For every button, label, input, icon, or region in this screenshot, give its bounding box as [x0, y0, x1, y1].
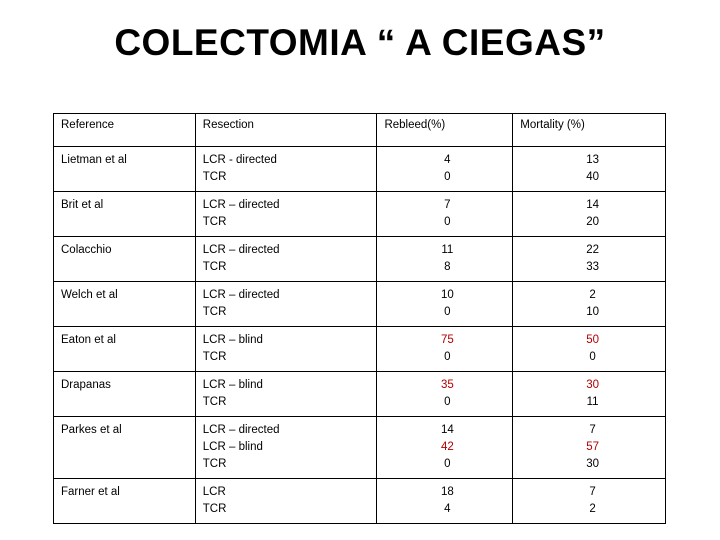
resection-value: LCR – directed	[202, 199, 280, 211]
mortality-value: 30	[586, 458, 600, 470]
rebleed-cell	[377, 282, 513, 327]
resection-cell	[195, 237, 377, 282]
rebleed-value-highlighted: 35	[440, 379, 454, 391]
mortality-value: 2	[589, 289, 596, 301]
mortality-cell	[513, 192, 666, 237]
resection-value: LCR	[202, 486, 226, 498]
mortality-cell	[513, 479, 666, 524]
reference-cell: Drapanas	[54, 372, 196, 417]
rebleed-cell	[377, 192, 513, 237]
reference-cell: Colacchio	[54, 237, 196, 282]
header-mortality: Mortality (%)	[513, 114, 666, 147]
mortality-cell	[513, 282, 666, 327]
mortality-value-highlighted: 57	[586, 441, 600, 453]
reference-cell: Lietman et al	[54, 147, 196, 192]
reference-cell: Eaton et al	[54, 327, 196, 372]
resection-cell	[195, 282, 377, 327]
mortality-value: 0	[589, 351, 596, 363]
reference-cell: Welch et al	[54, 282, 196, 327]
resection-value: TCR	[202, 396, 227, 408]
resection-cell	[195, 417, 377, 479]
rebleed-value: 0	[444, 351, 451, 363]
header-reference: Reference	[54, 114, 196, 147]
header-rebleed: Rebleed(%)	[377, 114, 513, 147]
mortality-value-highlighted: 30	[586, 379, 600, 391]
mortality-value: 33	[586, 261, 600, 273]
mortality-value: 40	[586, 171, 600, 183]
rebleed-value: 11	[441, 244, 454, 256]
rebleed-value: 0	[444, 458, 451, 470]
table-row	[54, 372, 666, 417]
mortality-value: 10	[586, 306, 600, 318]
page-title: COLECTOMIA “ A CIEGAS”	[114, 22, 606, 63]
table-row	[54, 327, 666, 372]
rebleed-value: 0	[444, 396, 451, 408]
rebleed-value: 7	[444, 199, 451, 211]
table-row	[54, 237, 666, 282]
mortality-cell	[513, 417, 666, 479]
reference-cell: Farner et al	[54, 479, 196, 524]
mortality-value: 7	[589, 424, 596, 436]
mortality-cell	[513, 147, 666, 192]
resection-value: TCR	[202, 351, 227, 363]
resection-cell	[195, 192, 377, 237]
rebleed-value-highlighted: 75	[440, 334, 454, 346]
mortality-value: 2	[589, 503, 596, 515]
resection-value: LCR – blind	[202, 441, 263, 453]
mortality-cell	[513, 327, 666, 372]
rebleed-value: 0	[444, 216, 451, 228]
rebleed-value: 0	[444, 171, 451, 183]
mortality-value: 7	[589, 486, 596, 498]
rebleed-value: 4	[444, 503, 451, 515]
header-resection: Resection	[195, 114, 377, 147]
resection-value: LCR - directed	[202, 154, 277, 166]
rebleed-cell	[377, 372, 513, 417]
resection-cell	[195, 372, 377, 417]
mortality-cell	[513, 237, 666, 282]
rebleed-value: 10	[440, 289, 454, 301]
table-row	[54, 282, 666, 327]
resection-value: LCR – blind	[202, 334, 263, 346]
rebleed-value: 14	[440, 424, 454, 436]
mortality-value: 11	[586, 396, 599, 408]
rebleed-value: 18	[440, 486, 454, 498]
resection-cell	[195, 479, 377, 524]
table-header-row	[54, 114, 666, 147]
mortality-value: 20	[586, 216, 600, 228]
rebleed-cell	[377, 237, 513, 282]
mortality-value: 13	[586, 154, 600, 166]
resection-cell	[195, 147, 377, 192]
table-row	[54, 147, 666, 192]
mortality-value: 14	[586, 199, 600, 211]
resection-value: TCR	[202, 216, 227, 228]
resection-value: LCR – blind	[202, 379, 263, 391]
resection-value: LCR – directed	[202, 244, 280, 256]
rebleed-cell	[377, 479, 513, 524]
rebleed-cell	[377, 327, 513, 372]
resection-value: TCR	[202, 458, 227, 470]
reference-cell: Brit et al	[54, 192, 196, 237]
rebleed-value: 0	[444, 306, 451, 318]
resection-value: TCR	[202, 261, 227, 273]
resection-value: TCR	[202, 171, 227, 183]
resection-value: TCR	[202, 306, 227, 318]
rebleed-cell	[377, 417, 513, 479]
mortality-cell	[513, 372, 666, 417]
table-row	[54, 417, 666, 479]
resection-value: LCR – directed	[202, 424, 280, 436]
reference-cell: Parkes et al	[54, 417, 196, 479]
table-row	[54, 479, 666, 524]
resection-value: TCR	[202, 503, 227, 515]
rebleed-value: 4	[444, 154, 451, 166]
resection-value: LCR – directed	[202, 289, 280, 301]
mortality-value-highlighted: 50	[586, 334, 600, 346]
rebleed-cell	[377, 147, 513, 192]
resection-cell	[195, 327, 377, 372]
table-row	[54, 192, 666, 237]
rebleed-value-highlighted: 42	[440, 441, 454, 453]
rebleed-value: 8	[444, 261, 451, 273]
mortality-value: 22	[586, 244, 600, 256]
data-table	[53, 113, 666, 524]
